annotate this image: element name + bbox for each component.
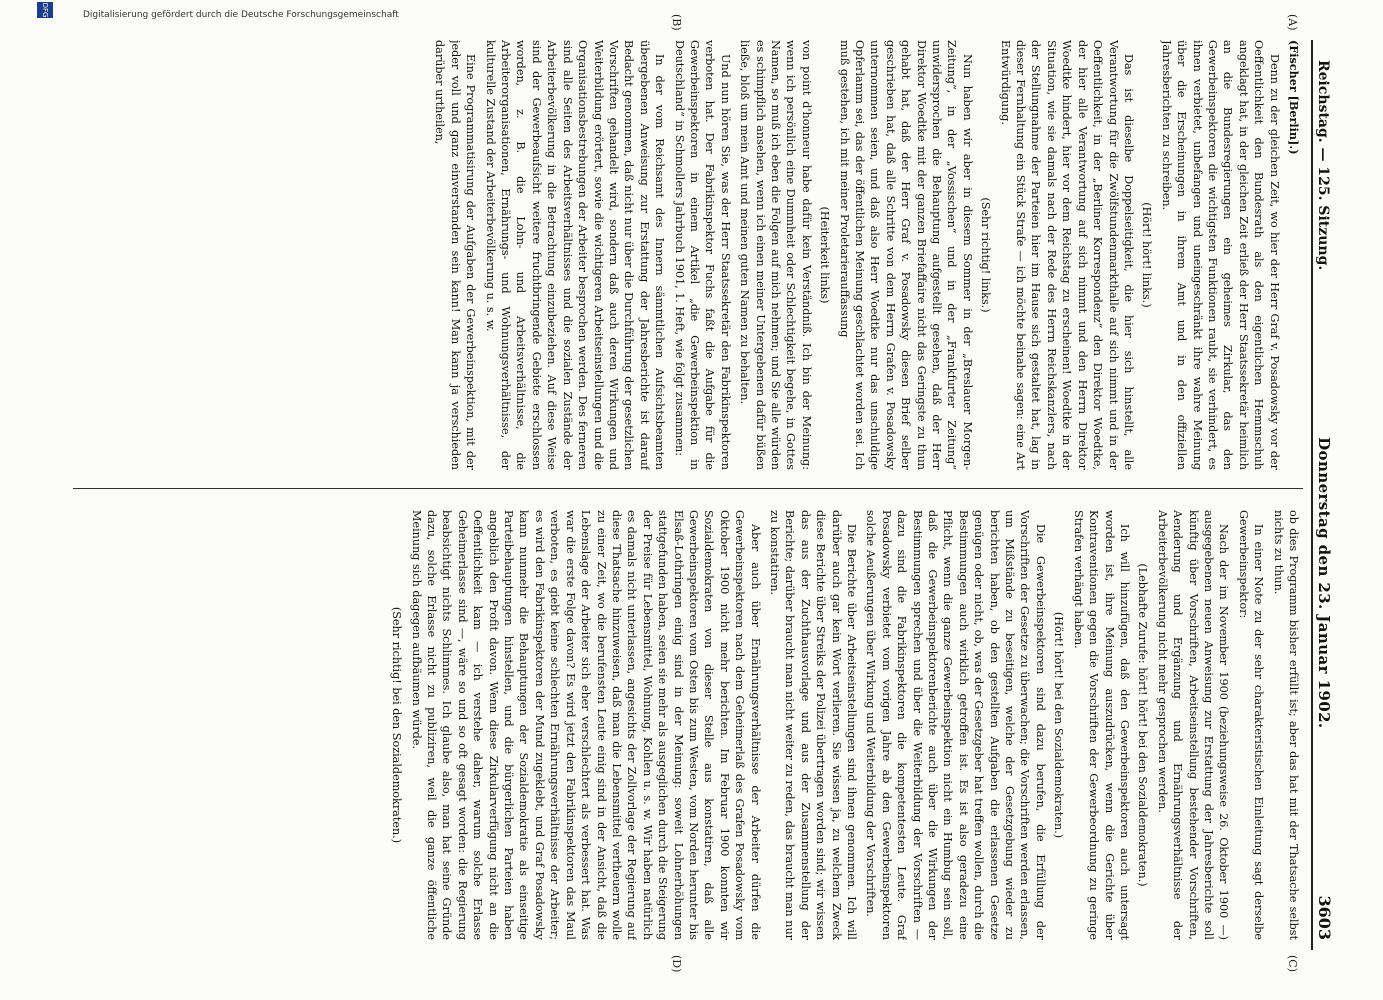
margin-mark-a: (A)	[1286, 14, 1299, 31]
paragraph: Ich will hinzufügen, daß den Gewerbeinspektoren auch untersagt worden ist, ihre Meinung auszudrücken, wenn die Gerichte über Kontraventionen gegen die Vorschriften der Gewerbeordnung zu geringe Strafen verhängt haben.	[1071, 510, 1131, 940]
header-rule	[1311, 40, 1313, 950]
paragraph: In einer Note zu der sehr charakteristischen Einleitung sagt derselbe Gewerbeinspektor:	[1236, 510, 1266, 940]
speaker-line: (Fischer [Berlin].)	[1287, 40, 1301, 155]
interjection: (Hört! hört! bei den Sozialdemokraten.)	[1052, 611, 1066, 839]
page-header	[1315, 60, 1355, 940]
interjection: (Hört! hört! links.)	[1140, 202, 1154, 308]
margin-mark-d: (D)	[670, 955, 683, 973]
right-column	[81, 510, 1301, 940]
paragraph: Aber auch über Ernährungsverhältnisse der Arbeiter dürfen die Gewerbeinspektoren nach dem Geheimerlaß des Grafen Posadowsky vom Oktober 1900 nicht mehr berichten. Im Februar 1900 konnten wir Sozialdemokraten von dieser Stelle aus konstatiren, daß alle Gewerbeinspektoren vom Osten bis zum Westen, vom Norden herunter bis Elsaß-Lothringen einig sind in der Meinung: soweit Lohnerhöhungen stattgefunden haben, seien sie mehr als ausgeglichen durch die Steigerung der Preise für Lebensmittel, Wohnung, Kohlen u. s. w. Wir haben natürlich es damals nicht unterlassen, angesichts der Zollvorlage der Regierung auf diese Thatsache hinzuweisen, daß man die Lebensmittel vertheuern wolle zu einer Zeit, wo die berufensten Leute einig sind in der Ansicht, daß die Lebenslage der Arbeiter sich eher verschlechtert als verbessert hat. Was war die erste Folge davon? Es wird jetzt den Fabrikinspektoren das Maul verboten, es giebt keine schlechten Ernährungsverhältnisse der Arbeiter; es wird den Fabrikinspektoren der Mund zugeklebt, und Graf Posadowsky kann nunmehr die Behauptungen der Sozialdemokratie als einseitige Parteibehauptungen hinstellen, und die bürgerlichen Parteien haben angeblich den Profit davon. Wenn diese Zirkularverfügung nicht an die Oeffentlichkeit kam — ich verstehe daher, warum solche Erlasse Geheimerlasse sind —, wäre so und so oft gesagt worden: die Regierung beabsichtigt nichts Schlimmes. Ich glaube also, man hat seine Gründe dazu, solche Erlasse nicht zu publiziren, weil die ganze öffentliche Meinung sich dagegen aufbäumen würde.	[409, 510, 762, 940]
digitization-note: Digitalisierung gefördert durch die Deutsche Forschungsgemeinschaft	[83, 10, 399, 20]
column-divider	[73, 488, 1303, 489]
quoted-paragraph: In der vom Reichsamt des Innern sämmtlichen Aufsichtsbeamten übergebenen Anweisung zur Erstattung der Jahresberichte ist darauf Bedacht genommen, daß nicht nur über die Durchführung der gesetzlichen Vorschriften gehandelt wird, sondern daß auch deren Wirkungen und Weiterbildung erörtert, sowie die wichtigeren Arbeitseinstellungen und die Organisationsbestrebungen der Arbeiter besprochen werden. Des ferneren sind alle Seiten des Arbeitsverhältnisses und die sozialen Zustände der Arbeiterbevölkerung in die Betrachtung einzubeziehen. Auf diese Weise sind der Gewerbeaufsicht weitere fruchtbringende Gebiete erschlossen worden, z. B. die Lohn- und Arbeitsverhältnisse, die Arbeiterorganisationen, Ernährungs- und Wohnungsverhältnisse, der kulturelle Zustand der Arbeiterbevölkerung u. s. w.	[483, 40, 667, 470]
interjection: (Sehr richtig! bei den Sozialdemokraten.)	[390, 606, 404, 844]
paragraph: Und nun hören Sie, was der Herr Staatssekretär den Fabrikinspektoren verboten hat. Der Fabrikinspektor Fuchs faßt die Aufgabe für die Gewerbeinspektoren in einem Artikel „die Gewerbeinspektion in Deutschland“ in Schmollers Jahrbuch 1901, 1. Heft, wie folgt zusammen:	[672, 40, 732, 470]
paragraph: Die Gewerbeinspektoren sind dazu berufen, die Erfüllung der Vorschriften der Gesetze zu überwachen; die Vorschriften werden erlassen, um Mißstände zu beseitigen, welche der Gesetzgebung wieder zu berichten haben, ob den gestellten Aufgaben die erlassenen Gesetze genügen oder nicht, ob, was der Gesetzgeber hat treffen wollen, durch die Bestimmungen auch wirklich getroffen ist. Es ist also geradezu eine Pflicht, wenn die ganze Gewerbeinspektion nicht ein Humbug sein soll, daß die Gewerbeinspektorenberichte auch über die Wirkungen der Bestimmungen sprechen und über die Weiterbildung der Vorschriften — dazu sind die Fabrikinspektoren die kompetentesten Leute. Graf Posadowsky verbietet vom vorigen Jahre ab den Gewerbeinspektoren solche Aeußerungen über Wirkung und Weiterbildung der Vorschriften.	[864, 510, 1047, 940]
quoted-paragraph: Nach der im November 1900 (beziehungsweise 26. Oktober 1900 —) ausgegebenen neuen Anweisung zur Erstattung der Jahresberichte soll künftig über Vorschriften, Arbeitseinstellung bestehender Vorschriften, Aenderung und Ergänzung und Ernährungsverhältnisse der Arbeiterbevölkerung nicht mehr gesprochen werden.	[1155, 510, 1231, 940]
paragraph: Das ist dieselbe Doppelseitigkeit, die hier sich hinstellt, alle Verantwortung für die Zwölfstundenmarkthalle auf sich nimmt und in der Oeffentlichkeit, in der „Berliner Korrespondenz“ den Direktor Woedtke, der hier alle Verantwortung auf sich nimmt und den Herrn Direktor Woedtke hindert, hier vor dem Reichstag zu erscheinen! Woedtke in der Situation, wie sie damals nach der Rede des Herrn Reichskanzlers, nach der Stellungnahme der Parteien hier im Hause sich gestaltet hat, lag in dieser Fernhaltung ein Stück Strafe — ich möchte beinahe sagen: eine Art Entwürdigung.	[998, 40, 1135, 470]
left-column	[81, 40, 1301, 470]
page-number: 3603	[1315, 895, 1334, 940]
paragraph: ob dies Programm bisher erfüllt ist; aber das hat mit der Thatsache selbst nichts zu thun.	[1271, 510, 1300, 940]
margin-mark-c: (C)	[1286, 955, 1299, 972]
interjection: (Sehr richtig! links.)	[979, 197, 993, 313]
interjection: (Heiterkeit links)	[818, 206, 832, 304]
paragraph: Die Berichte über Arbeitseinstellungen sind ihnen genommen. Ich will darüber auch gar kein Wort verlieren. Sie wissen ja, zu welchem Zweck diese Berichte über Streiks der Polizei übertragen worden sind; wir wissen das aus der Zuchthausvorlage und aus der Zusammenstellung der Berichte; darüber braucht man nicht weiter zu reden, das braucht man nur zu konstatiren.	[768, 510, 859, 940]
session-date: Donnerstag den 23. Januar 1902.	[1315, 437, 1333, 729]
paragraph: Denn zu der gleichen Zeit, wo hier der Herr Graf v. Posadowsky vor der Oeffentlichkeit den Bundesrath als den eigentlichen Hemmschuh angeklagt hat, in der gleichen Zeit erließ der Herr Staatssekretär heimlich an die Bundesregierungen ein geheimes Zirkular, das den Gewerbeinspektoren die wichtigsten Funktionen raubt, sie verhindert, es ihnen verbietet, unbefangen und uneingeschränkt ihre wahre Meinung über die Erscheinungen in ihrem Amt und in den offiziellen Jahresberichten zu schreiben.	[1159, 40, 1281, 470]
interjection: (Lebhafte Zurufe: hört! hört! bei den Sozialdemokraten.)	[1136, 563, 1150, 887]
dfg-logo: DFG	[37, 2, 53, 18]
paragraph: Nun haben wir aber in diesem Sommer in der „Breslauer Morgen-Zeitung“, in der „Vossischen“ und in der „Frankfurter Zeitung“ unwidersprochen die Behauptung aufgestellt gesehen, daß der Herr Direktor Woedtke mit der ganzen Briefaffaire nicht das Geringste zu thun gehabt hat, daß der Herr Graf v. Posadowsky diesen Brief selber geschrieben hat, daß alle Schritte von dem Herrn Grafen v. Posadowsky unternommen seien, und daß also Herr Woedtke nur das unschuldige Opferlamm sei, das der öffentlichen Meinung geschlachtet worden sei. Ich muß gestehen, ich mit meiner Proletarierauffassung	[837, 40, 974, 470]
paragraph: von point d'honneur habe dafür kein Verständniß. Ich bin der Meinung: wenn ich persönlich eine Dummheit oder Schlechtigkeit begehe, in Gottes Namen, so muß ich eben die Folgen auf mich nehmen; und Sie alle würden es schimpflich ansehen, wenn ich einen meiner Untergebenen dafür büßen ließe, bloß um mein Amt und meinen guten Namen zu behalten.	[738, 40, 813, 470]
margin-mark-b: (B)	[670, 14, 683, 31]
session-title: Reichstag. — 125. Sitzung.	[1315, 60, 1331, 271]
paragraph: Eine Programmatisirung der Aufgaben der Gewerbeinspektion, mit der jeder voll und ganz einverstanden sein kann! Man kann ja verschieden darüber urtheilen,	[433, 40, 478, 470]
